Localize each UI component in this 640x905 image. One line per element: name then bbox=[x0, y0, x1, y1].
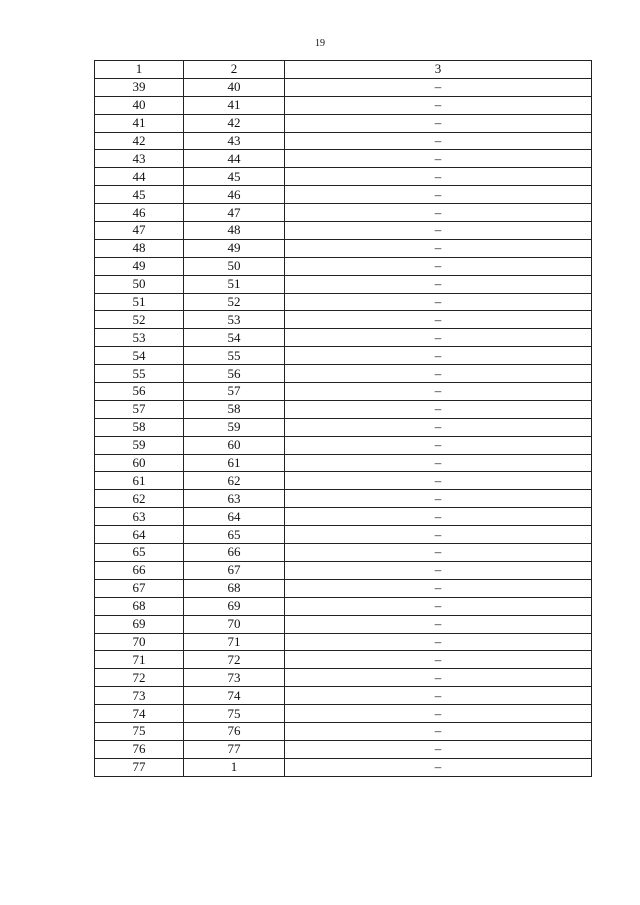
table-row bbox=[95, 239, 592, 257]
table-cell-col-3: – bbox=[285, 329, 592, 347]
table-cell-col-2: 54 bbox=[184, 329, 285, 347]
table-cell-col-3: – bbox=[285, 311, 592, 329]
table-row bbox=[95, 150, 592, 168]
table-cell-col-2: 66 bbox=[184, 544, 285, 562]
table-cell-col-3: – bbox=[285, 526, 592, 544]
table-row bbox=[95, 293, 592, 311]
table-cell-col-2: 59 bbox=[184, 418, 285, 436]
table-row bbox=[95, 597, 592, 615]
table-cell-col-1: 55 bbox=[95, 365, 184, 383]
table-row bbox=[95, 78, 592, 96]
table-cell-col-3: – bbox=[285, 204, 592, 222]
table-row bbox=[95, 758, 592, 776]
table-row bbox=[95, 633, 592, 651]
table-header-row bbox=[95, 61, 592, 79]
table-cell-col-3: – bbox=[285, 400, 592, 418]
table-cell-col-1: 47 bbox=[95, 222, 184, 240]
table-cell-col-2: 73 bbox=[184, 669, 285, 687]
table-cell-col-2: 72 bbox=[184, 651, 285, 669]
table-row bbox=[95, 472, 592, 490]
table-cell-col-3: – bbox=[285, 651, 592, 669]
table-cell-col-3: – bbox=[285, 257, 592, 275]
table-cell-col-1: 50 bbox=[95, 275, 184, 293]
table-row bbox=[95, 687, 592, 705]
table-cell-col-1: 77 bbox=[95, 758, 184, 776]
table-cell-col-3: – bbox=[285, 132, 592, 150]
table-row bbox=[95, 526, 592, 544]
table-cell-col-1: 40 bbox=[95, 96, 184, 114]
table-cell-col-2: 47 bbox=[184, 204, 285, 222]
column-header-1: 1 bbox=[95, 61, 184, 79]
table-cell-col-3: – bbox=[285, 222, 592, 240]
table-cell-col-1: 63 bbox=[95, 508, 184, 526]
table-cell-col-1: 75 bbox=[95, 722, 184, 740]
table-cell-col-2: 56 bbox=[184, 365, 285, 383]
table-cell-col-1: 71 bbox=[95, 651, 184, 669]
table-cell-col-1: 41 bbox=[95, 114, 184, 132]
table-row bbox=[95, 257, 592, 275]
table-cell-col-3: – bbox=[285, 383, 592, 401]
table-cell-col-3: – bbox=[285, 418, 592, 436]
table-cell-col-3: – bbox=[285, 472, 592, 490]
table-cell-col-1: 56 bbox=[95, 383, 184, 401]
table-cell-col-3: – bbox=[285, 114, 592, 132]
table-cell-col-2: 55 bbox=[184, 347, 285, 365]
table-cell-col-1: 46 bbox=[95, 204, 184, 222]
table-cell-col-3: – bbox=[285, 436, 592, 454]
table-cell-col-3: – bbox=[285, 508, 592, 526]
table-cell-col-1: 73 bbox=[95, 687, 184, 705]
table-cell-col-1: 72 bbox=[95, 669, 184, 687]
table-cell-col-1: 62 bbox=[95, 490, 184, 508]
table-cell-col-1: 70 bbox=[95, 633, 184, 651]
table-cell-col-1: 49 bbox=[95, 257, 184, 275]
table-cell-col-1: 64 bbox=[95, 526, 184, 544]
table-cell-col-2: 50 bbox=[184, 257, 285, 275]
table-cell-col-3: – bbox=[285, 96, 592, 114]
table-row bbox=[95, 186, 592, 204]
table-cell-col-3: – bbox=[285, 186, 592, 204]
table-row bbox=[95, 329, 592, 347]
table-cell-col-2: 1 bbox=[184, 758, 285, 776]
table-row bbox=[95, 490, 592, 508]
table-cell-col-2: 40 bbox=[184, 78, 285, 96]
table-cell-col-2: 43 bbox=[184, 132, 285, 150]
table-row bbox=[95, 579, 592, 597]
table-cell-col-3: – bbox=[285, 78, 592, 96]
table-cell-col-1: 54 bbox=[95, 347, 184, 365]
table-cell-col-2: 49 bbox=[184, 239, 285, 257]
table-cell-col-2: 75 bbox=[184, 705, 285, 723]
table-row bbox=[95, 311, 592, 329]
table-row bbox=[95, 508, 592, 526]
table-cell-col-2: 48 bbox=[184, 222, 285, 240]
table-cell-col-2: 65 bbox=[184, 526, 285, 544]
table-row bbox=[95, 561, 592, 579]
table-cell-col-2: 51 bbox=[184, 275, 285, 293]
table-cell-col-3: – bbox=[285, 168, 592, 186]
table-cell-col-1: 74 bbox=[95, 705, 184, 723]
table-cell-col-2: 69 bbox=[184, 597, 285, 615]
table-row bbox=[95, 168, 592, 186]
table-cell-col-2: 45 bbox=[184, 168, 285, 186]
table-cell-col-1: 44 bbox=[95, 168, 184, 186]
table-row bbox=[95, 615, 592, 633]
table-row bbox=[95, 740, 592, 758]
table-cell-col-1: 58 bbox=[95, 418, 184, 436]
table-cell-col-1: 61 bbox=[95, 472, 184, 490]
table-row bbox=[95, 400, 592, 418]
table-cell-col-2: 64 bbox=[184, 508, 285, 526]
table-cell-col-3: – bbox=[285, 490, 592, 508]
table-cell-col-1: 42 bbox=[95, 132, 184, 150]
page-number: 19 bbox=[315, 38, 325, 49]
table-row bbox=[95, 454, 592, 472]
column-header-3: 3 bbox=[285, 61, 592, 79]
table-cell-col-3: – bbox=[285, 722, 592, 740]
table-cell-col-2: 63 bbox=[184, 490, 285, 508]
table-row bbox=[95, 722, 592, 740]
table-cell-col-1: 66 bbox=[95, 561, 184, 579]
table-row bbox=[95, 204, 592, 222]
table-cell-col-1: 67 bbox=[95, 579, 184, 597]
table-cell-col-3: – bbox=[285, 705, 592, 723]
table-cell-col-1: 68 bbox=[95, 597, 184, 615]
table-cell-col-2: 74 bbox=[184, 687, 285, 705]
table-cell-col-2: 53 bbox=[184, 311, 285, 329]
table-cell-col-3: – bbox=[285, 633, 592, 651]
table-cell-col-1: 43 bbox=[95, 150, 184, 168]
table-cell-col-1: 69 bbox=[95, 615, 184, 633]
table-cell-col-1: 48 bbox=[95, 239, 184, 257]
table-cell-col-1: 65 bbox=[95, 544, 184, 562]
table-cell-col-3: – bbox=[285, 150, 592, 168]
table-cell-col-1: 76 bbox=[95, 740, 184, 758]
table-cell-col-3: – bbox=[285, 544, 592, 562]
table-cell-col-2: 60 bbox=[184, 436, 285, 454]
table-cell-col-1: 53 bbox=[95, 329, 184, 347]
table-cell-col-2: 68 bbox=[184, 579, 285, 597]
table-cell-col-3: – bbox=[285, 275, 592, 293]
column-header-2: 2 bbox=[184, 61, 285, 79]
table-cell-col-2: 62 bbox=[184, 472, 285, 490]
table-cell-col-1: 57 bbox=[95, 400, 184, 418]
table-cell-col-3: – bbox=[285, 669, 592, 687]
table-cell-col-2: 76 bbox=[184, 722, 285, 740]
table-row bbox=[95, 418, 592, 436]
table-cell-col-2: 77 bbox=[184, 740, 285, 758]
table-cell-col-2: 42 bbox=[184, 114, 285, 132]
table-cell-col-1: 39 bbox=[95, 78, 184, 96]
table-row bbox=[95, 347, 592, 365]
table-cell-col-1: 60 bbox=[95, 454, 184, 472]
table-cell-col-3: – bbox=[285, 239, 592, 257]
table-cell-col-3: – bbox=[285, 561, 592, 579]
table-cell-col-2: 44 bbox=[184, 150, 285, 168]
table-cell-col-2: 70 bbox=[184, 615, 285, 633]
table-cell-col-2: 52 bbox=[184, 293, 285, 311]
table-cell-col-3: – bbox=[285, 615, 592, 633]
table-cell-col-3: – bbox=[285, 597, 592, 615]
table-row bbox=[95, 132, 592, 150]
table-cell-col-2: 61 bbox=[184, 454, 285, 472]
table-cell-col-2: 41 bbox=[184, 96, 285, 114]
table-cell-col-3: – bbox=[285, 740, 592, 758]
table-cell-col-1: 51 bbox=[95, 293, 184, 311]
table-row bbox=[95, 669, 592, 687]
table-cell-col-1: 52 bbox=[95, 311, 184, 329]
table-cell-col-3: – bbox=[285, 758, 592, 776]
table-row bbox=[95, 275, 592, 293]
table-cell-col-3: – bbox=[285, 365, 592, 383]
table-row bbox=[95, 705, 592, 723]
table-row bbox=[95, 96, 592, 114]
table-row bbox=[95, 222, 592, 240]
table-cell-col-2: 46 bbox=[184, 186, 285, 204]
table-row bbox=[95, 365, 592, 383]
table-cell-col-1: 59 bbox=[95, 436, 184, 454]
table-body bbox=[95, 61, 592, 777]
table-cell-col-3: – bbox=[285, 347, 592, 365]
table-cell-col-3: – bbox=[285, 579, 592, 597]
table-row bbox=[95, 383, 592, 401]
table-cell-col-3: – bbox=[285, 293, 592, 311]
table-row bbox=[95, 544, 592, 562]
data-table bbox=[94, 60, 592, 777]
table-cell-col-1: 45 bbox=[95, 186, 184, 204]
table-cell-col-3: – bbox=[285, 687, 592, 705]
table-cell-col-2: 67 bbox=[184, 561, 285, 579]
table-row bbox=[95, 651, 592, 669]
table-cell-col-2: 71 bbox=[184, 633, 285, 651]
table-row bbox=[95, 436, 592, 454]
table-cell-col-3: – bbox=[285, 454, 592, 472]
table-cell-col-2: 58 bbox=[184, 400, 285, 418]
table-row bbox=[95, 114, 592, 132]
table-cell-col-2: 57 bbox=[184, 383, 285, 401]
